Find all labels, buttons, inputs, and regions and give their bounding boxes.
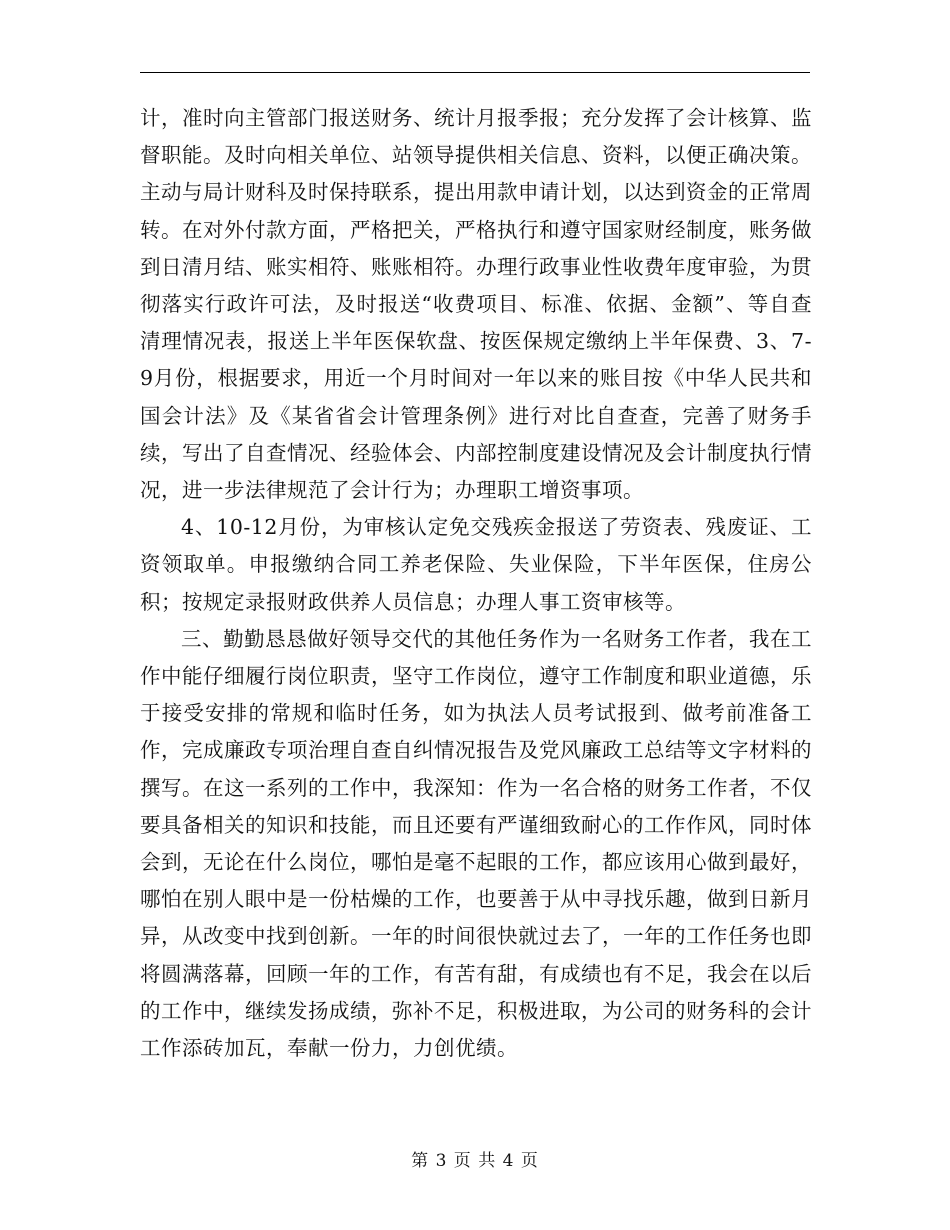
paragraph-1: 计，准时向主管部门报送财务、统计月报季报；充分发挥了会计核算、监督职能。及时向相关单位、站领导提供相关信息、资料，以便正确决策。主动与局计财科及时保持联系，提出用款申请计划，以达到资金的正常周转。在对外付款方面，严格把关，严格执行和遵守国家财经制度，账务做到日清月结、账实相符、账账相符。办理行政事业性收费年度审验，为贯彻落实行政许可法，及时报送“收费项目、标准、依据、金额”、等自查清理情况表，报送上半年医保软盘、按医保规定缴纳上半年保费、3、7-9月份，根据要求，用近一个月时间对一年以来的账目按《中华人民共和国会计法》及《某省省会计管理条例》进行对比自查查，完善了财务手续，写出了自查情况、经验体会、内部控制度建设情况及会计制度执行情况，进一步法律规范了会计行为；办理职工增资事项。 xyxy=(140,106,812,503)
paragraph-3: 三、勤勤恳恳做好领导交代的其他任务作为一名财务工作者，我在工作中能仔细履行岗位职责，坚守工作岗位，遵守工作制度和职业道德，乐于接受安排的常规和临时任务，如为执法人员考试报到、做考前准备工作，完成廉政专项治理自查自纠情况报告及党风廉政工总结等文字材料的撰写。在这一系列的工作中，我深知：作为一名合格的财务工作者，不仅要具备相关的知识和技能，而且还要有严谨细致耐心的工作作风，同时体会到，无论在什么岗位，哪怕是毫不起眼的工作，都应该用心做到最好，哪怕在别人眼中是一份枯燥的工作，也要善于从中寻找乐趣，做到日新月异，从改变中找到创新。一年的时间很快就过去了，一年的工作任务也即将圆满落幕，回顾一年的工作，有苦有甜，有成绩也有不足，我会在以后的工作中，继续发扬成绩，弥补不足，积极进取，为公司的财务科的会计工作添砖加瓦，奉献一份力，力创优绩。 xyxy=(140,626,812,1061)
paragraph-2: 4、10-12月份，为审核认定免交残疾金报送了劳资表、残废证、工资领取单。申报缴纳合同工养老保险、失业保险，下半年医保，住房公积；按规定录报财政供养人员信息；办理人事工资审核等。 xyxy=(140,515,812,614)
header-rule xyxy=(140,72,810,73)
document-body xyxy=(140,100,812,1067)
page-number: 第 3 页 共 4 页 xyxy=(411,1151,539,1171)
